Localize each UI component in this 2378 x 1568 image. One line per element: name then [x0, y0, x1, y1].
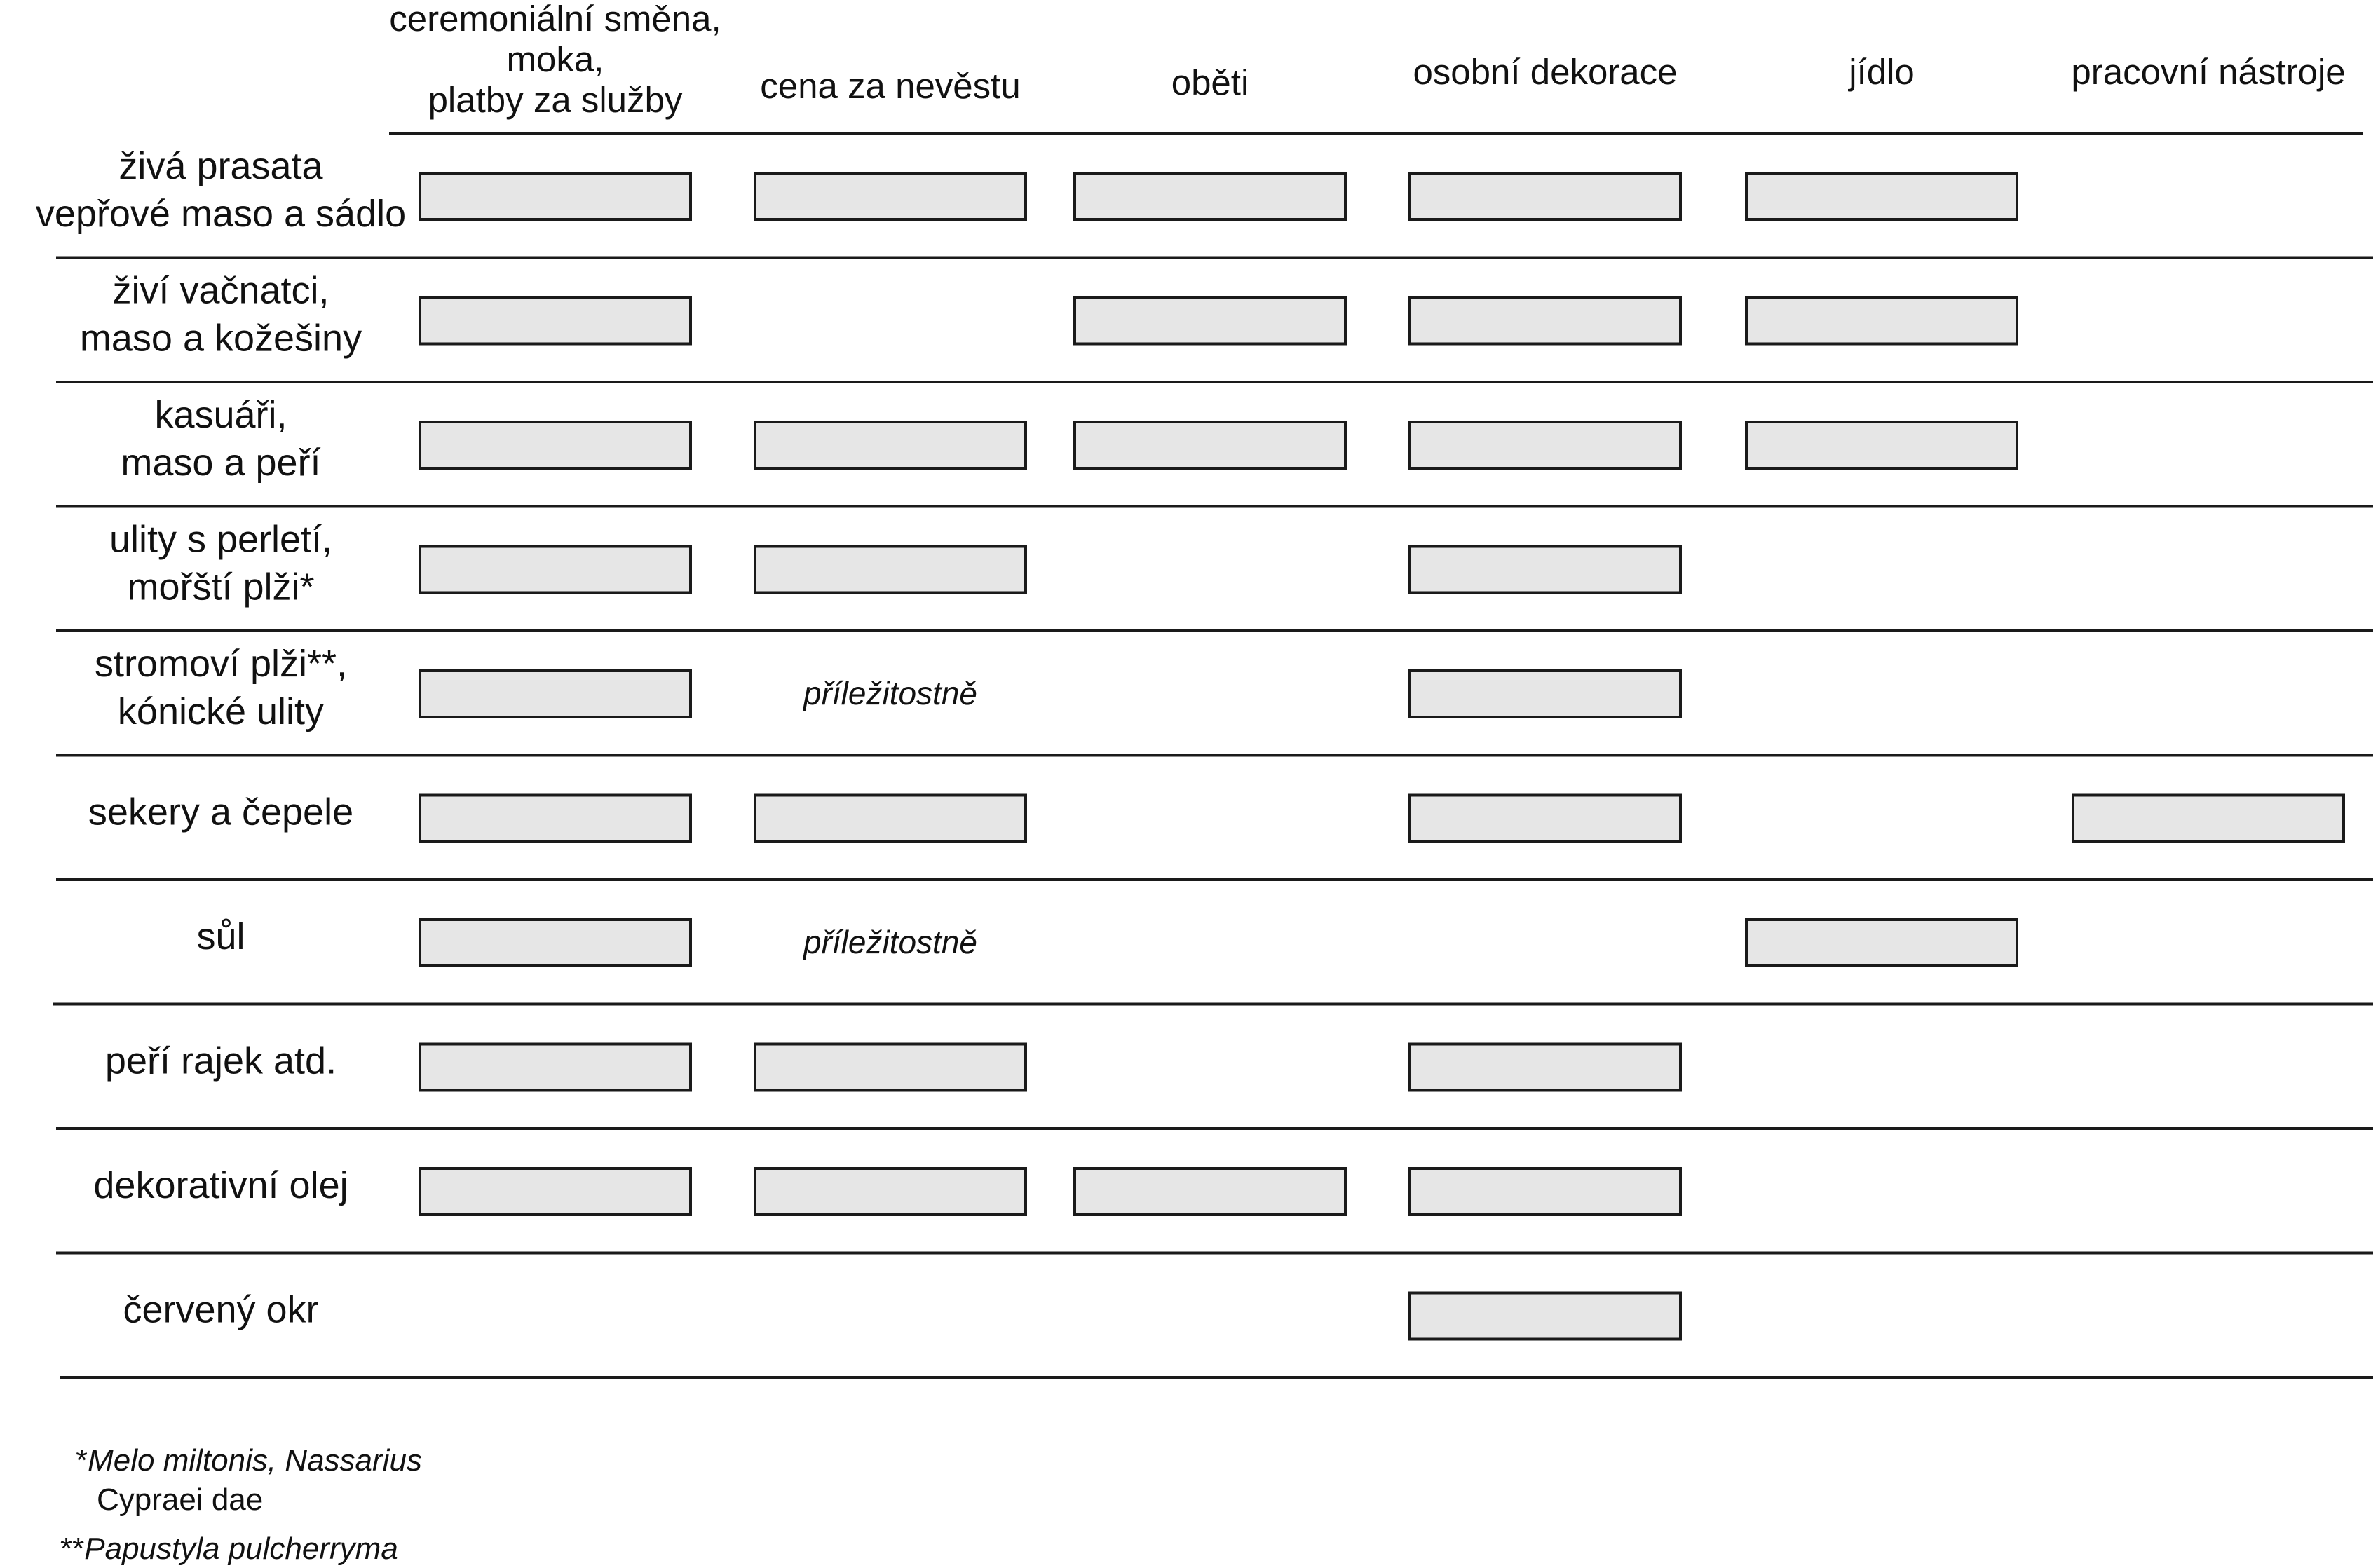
cell-box-decoration [1410, 547, 1680, 593]
cell-box-tools [2073, 796, 2344, 842]
cell-box-ceremonial [420, 547, 691, 593]
footnote-1-continued: Cypraei dae [97, 1482, 264, 1517]
cell-box-bride [755, 1044, 1026, 1091]
column-header-line: moka, [506, 39, 604, 79]
occasional-label: příležitostně [803, 674, 978, 711]
cell-box-food [1746, 920, 2017, 966]
cell-box-ceremonial [420, 422, 691, 468]
cell-box-decoration [1410, 298, 1680, 344]
cell-box-bride [755, 1168, 1026, 1215]
cell-box-decoration [1410, 671, 1680, 717]
column-header-bride [760, 66, 1020, 106]
cell-box-decoration [1410, 422, 1680, 468]
cell-box-bride [755, 173, 1026, 219]
column-header-line: pracovní nástroje [2071, 52, 2346, 92]
row-header-line: maso a peří [121, 441, 321, 484]
row-header [95, 643, 347, 732]
column-header-food [1847, 52, 1915, 92]
row-header-line: stromoví plži**, [94, 642, 348, 685]
cell-box-ceremonial [420, 671, 691, 717]
cell-box-decoration [1410, 1168, 1680, 1215]
column-header-line: platby za služby [428, 80, 683, 120]
row-header-line: vepřové maso a sádlo [35, 192, 407, 235]
cell-box-food [1746, 298, 2017, 344]
cell-box-decoration [1410, 173, 1680, 219]
cell-box-bride [755, 422, 1026, 468]
cell-box-ceremonial [420, 1044, 691, 1091]
row-header-line: ulity s perletí, [109, 518, 333, 561]
cell-box-ceremonial [420, 173, 691, 219]
row-header-line: živá prasata [118, 144, 323, 187]
footnote-2-species: Papustyla pulcherryma [84, 1532, 398, 1566]
cell-box-ceremonial [420, 920, 691, 966]
column-header-line: ceremoniální směna, [389, 0, 721, 39]
column-header-line: osobní dekorace [1413, 52, 1678, 92]
cell-box-sacrifice [1075, 1168, 1345, 1215]
row-header [109, 518, 332, 608]
footnote-2-marker: ** [60, 1532, 85, 1566]
row-header-line: sekery a čepele [88, 791, 354, 833]
footnote-1-marker: * [76, 1443, 88, 1478]
row-header [121, 394, 320, 484]
cell-box-sacrifice [1075, 298, 1345, 344]
footnotes [60, 1443, 422, 1566]
column-header-sacrifice [1171, 62, 1249, 102]
row-header [105, 1039, 337, 1082]
row-header [196, 915, 245, 957]
cell-box-food [1746, 422, 2017, 468]
row-header-line: peří rajek atd. [104, 1039, 337, 1082]
row-header [93, 1164, 348, 1206]
cell-box-sacrifice [1075, 173, 1345, 219]
column-header-decoration [1413, 52, 1677, 92]
row-header-line: dekorativní olej [93, 1164, 348, 1206]
cell-box-ceremonial [420, 298, 691, 344]
cell-box-ceremonial [420, 1168, 691, 1215]
cell-box-food [1746, 173, 2017, 219]
occasional-label: příležitostně [803, 923, 978, 960]
row-header-line: živí vačnatci, [112, 269, 329, 312]
footnote-1-species: Melo miltonis, Nassarius [88, 1443, 422, 1478]
row-header [36, 145, 406, 235]
row-header [123, 1288, 318, 1330]
row-header-line: červený okr [123, 1288, 319, 1331]
column-header-line: jídlo [1849, 52, 1915, 92]
cell-box-sacrifice [1075, 422, 1345, 468]
cell-box-bride [755, 796, 1026, 842]
row-header-line: mořští plži* [127, 566, 315, 608]
row-header [80, 269, 362, 359]
cell-box-decoration [1410, 1044, 1680, 1091]
row-header-line: kasuáři, [154, 393, 287, 436]
footnote-2 [60, 1532, 398, 1566]
column-header-line: oběti [1171, 62, 1249, 102]
cell-box-decoration [1410, 1293, 1680, 1339]
column-header-tools [2071, 52, 2345, 92]
row-headers [36, 145, 406, 1331]
cell-box-ceremonial [420, 796, 691, 842]
footnote-1 [76, 1443, 422, 1478]
row-header-line: maso a kožešiny [79, 317, 362, 360]
row-header [88, 791, 353, 833]
column-header-ceremonial [389, 0, 721, 120]
row-header-line: sůl [196, 915, 245, 957]
column-headers [389, 0, 2345, 120]
row-header-line: kónické ulity [117, 690, 325, 732]
column-header-line: cena za nevěstu [760, 66, 1021, 106]
cell-box-decoration [1410, 796, 1680, 842]
cell-box-bride [755, 547, 1026, 593]
